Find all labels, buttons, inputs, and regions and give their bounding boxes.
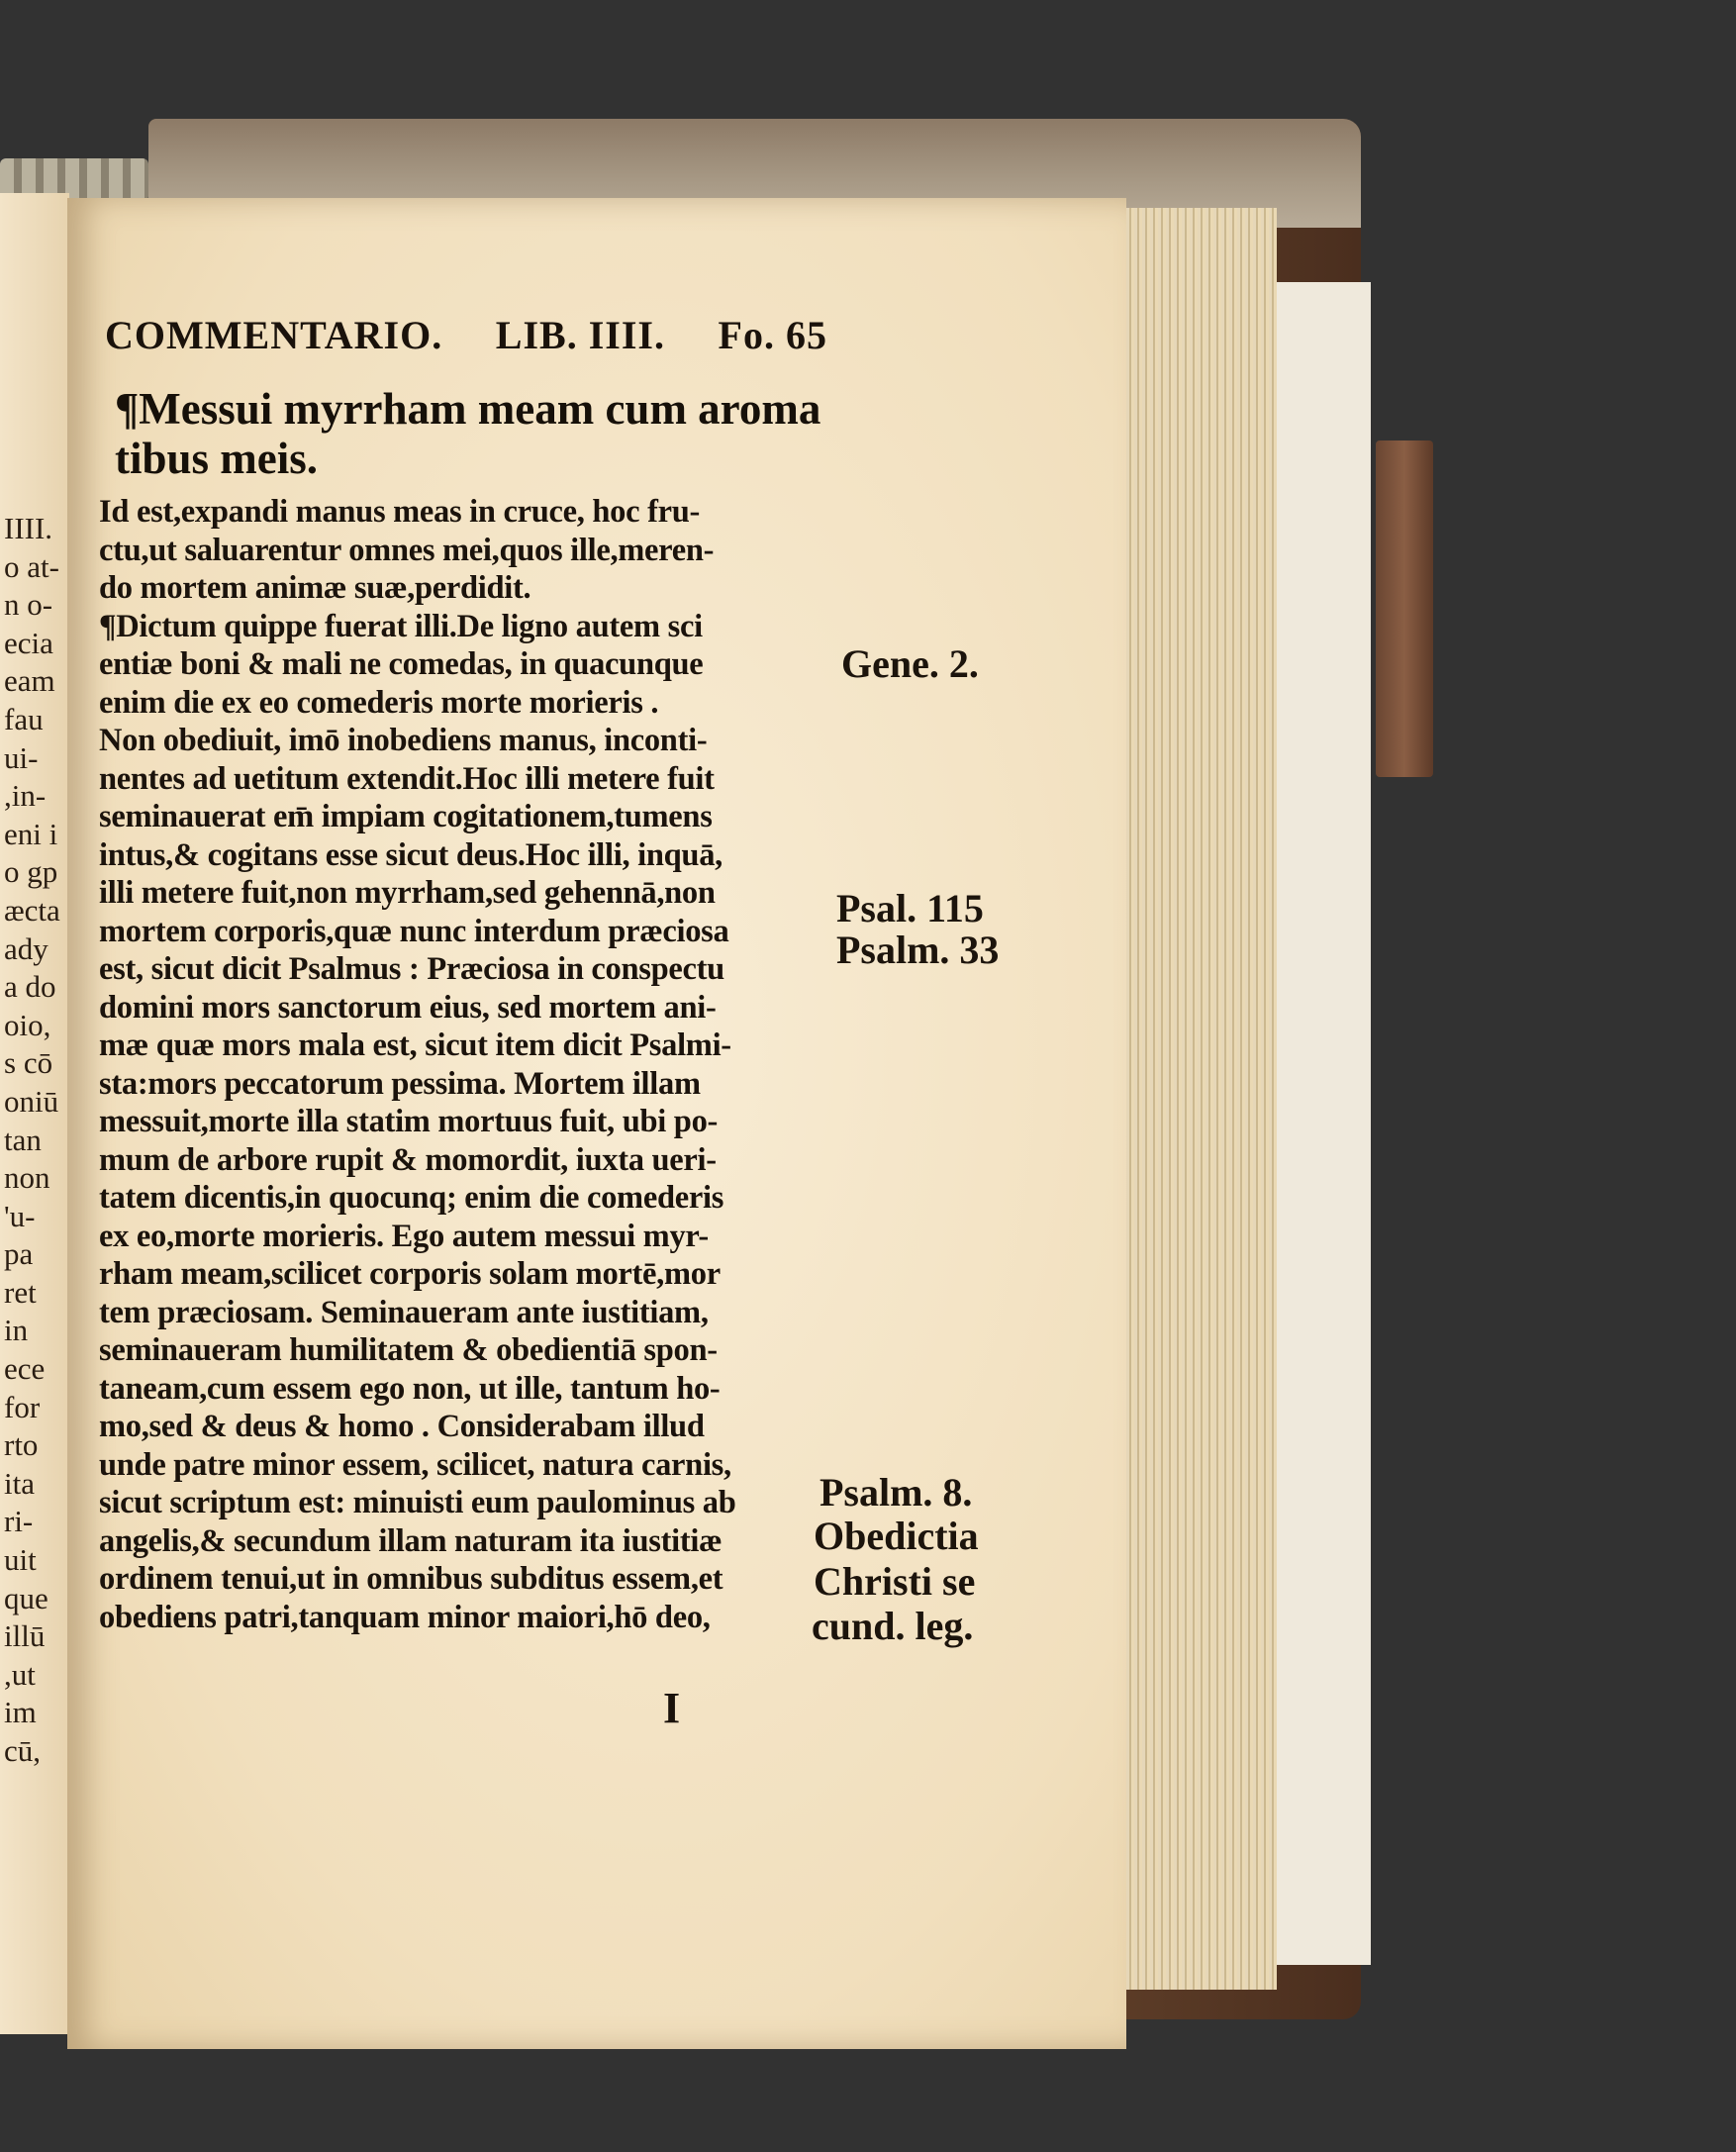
left-fragment: ui-: [4, 739, 39, 775]
body-line: mo,sed & deus & homo . Considerabam illud: [99, 1409, 705, 1444]
left-fragment: 'u-: [4, 1198, 36, 1233]
heading-line: tibus meis.: [115, 434, 319, 483]
body-line: illi metere fuit,non myrrham,sed gehennā,non: [99, 875, 716, 911]
left-fragment: im: [4, 1695, 37, 1730]
left-fragment: in: [4, 1313, 29, 1348]
left-fragment: o gp: [4, 854, 58, 890]
left-fragment: ita: [4, 1465, 35, 1501]
body-line: ctu,ut saluarentur omnes mei,quos ille,meren-: [99, 532, 715, 568]
header-book: LIB. IIII.: [495, 313, 665, 357]
body-line: taneam,cum essem ego non, ut ille, tantum ho-: [99, 1370, 721, 1407]
left-fragment: oio,: [4, 1007, 51, 1042]
left-fragment: oniū: [4, 1083, 59, 1119]
body-line: tem præciosam. Seminaueram ante iustitiam,: [99, 1294, 709, 1330]
folio-number: Fo. 65: [718, 313, 827, 357]
body-line: intus,& cogitans esse sicut deus.Hoc illi, inquā,: [99, 836, 723, 873]
flyleaf: [1277, 282, 1371, 1965]
left-fragment: rto: [4, 1427, 39, 1463]
left-fragment: IIII.: [4, 511, 53, 545]
margin-note-psalm8: Psalm. 8.: [820, 1470, 973, 1515]
body-text: [99, 493, 827, 1636]
left-fragment: non: [4, 1160, 50, 1196]
left-fragment: pa: [4, 1236, 34, 1272]
left-fragment: tan: [4, 1122, 42, 1157]
body-line: sicut scriptum est: minuisti eum paulominus ab: [99, 1485, 736, 1520]
left-page: [0, 193, 69, 2034]
left-page-text: [4, 510, 65, 1771]
left-fragment: cū,: [4, 1733, 42, 1768]
signature-mark: I: [663, 1684, 681, 1732]
body-line: Non obediuit, imō inobediens manus, inconti-: [99, 723, 708, 758]
body-line: seminauerat em̄ impiam cogitationem,tumens: [99, 799, 713, 834]
body-line: sta:mors peccatorum pessima. Mortem illam: [99, 1065, 701, 1102]
heading-line: ¶Messui myrrham meam cum aroma: [115, 384, 821, 434]
margin-note-psal115: Psal. 115: [836, 886, 984, 930]
left-fragment: que: [4, 1580, 48, 1615]
left-fragment: s cō: [4, 1045, 53, 1081]
body-line: obediens patri,tanquam minor maiori,hō deo,: [99, 1599, 711, 1635]
body-line: messuit,morte illa statim mortuus fuit, ubi po-: [99, 1104, 719, 1139]
left-fragment: ady: [4, 930, 48, 966]
margin-note-cund: cund. leg.: [812, 1604, 974, 1648]
body-line: est, sicut dicit Psalmus : Præciosa in conspectu: [99, 951, 724, 987]
body-line: domini mors sanctorum eius, sed mortem ani-: [99, 989, 717, 1026]
left-fragment: eni i: [4, 816, 58, 851]
running-header: [105, 312, 827, 358]
body-line: tatem dicentis,in quocunq; enim die comederis: [99, 1180, 724, 1216]
body-line: enim die ex eo comederis morte morieris .: [99, 684, 659, 721]
left-fragment: o at-: [4, 548, 59, 584]
body-line: ordinem tenui,ut in omnibus subditus essem,et: [99, 1561, 723, 1597]
body-line: nentes ad uetitum extendit.Hoc illi metere fuit: [99, 760, 715, 797]
body-line: angelis,& secundum illam naturam ita iustitiæ: [99, 1522, 723, 1559]
bookmark-tab: [1376, 440, 1433, 777]
left-fragment: eam: [4, 663, 55, 699]
body-line: mortem corporis,quæ nunc interdum præciosa: [99, 913, 729, 949]
margin-note-christi: Christi se: [814, 1559, 976, 1604]
left-fragment: ,in-: [4, 778, 47, 814]
body-line: ¶Dictum quippe fuerat illi.De ligno autem sci: [99, 608, 703, 644]
left-fragment: for: [4, 1389, 41, 1424]
verse-heading: [115, 384, 837, 483]
body-line: mum de arbore rupit & momordit, iuxta ueri-: [99, 1141, 717, 1178]
body-line: Id est,expandi manus meas in cruce, hoc fru-: [99, 494, 701, 530]
body-line: rham meam,scilicet corporis solam mortē,mor: [99, 1256, 721, 1292]
left-fragment: illū: [4, 1618, 46, 1654]
left-fragment: ece: [4, 1351, 46, 1387]
body-line: entiæ boni & mali ne comedas, in quacunque: [99, 646, 704, 682]
left-fragment: æcta: [4, 892, 60, 928]
left-fragment: ri-: [4, 1504, 34, 1539]
body-line: seminaueram humilitatem & obedientiā spon-: [99, 1332, 718, 1368]
margin-note-psalm33: Psalm. 33: [836, 928, 1000, 972]
left-fragment: fau: [4, 701, 44, 736]
left-fragment: uit: [4, 1542, 37, 1578]
left-fragment: ret: [4, 1274, 37, 1310]
body-line: do mortem animæ suæ,perdidit.: [99, 570, 531, 606]
margin-note-obedientia: Obedictia: [814, 1514, 979, 1558]
body-line: unde patre minor essem, scilicet, natura carnis,: [99, 1446, 731, 1483]
margin-note-gene: Gene. 2.: [841, 641, 979, 686]
header-title: COMMENTARIO.: [105, 313, 443, 357]
left-fragment: ,ut: [4, 1656, 36, 1692]
left-fragment: n o-: [4, 587, 53, 623]
body-line: mæ quæ mors mala est, sicut item dicit Psalmi-: [99, 1027, 731, 1063]
left-fragment: a do: [4, 969, 56, 1005]
page-stack-edge: [1118, 208, 1277, 1990]
left-fragment: ecia: [4, 625, 53, 660]
body-line: ex eo,morte morieris. Ego autem messui myr-: [99, 1218, 709, 1254]
